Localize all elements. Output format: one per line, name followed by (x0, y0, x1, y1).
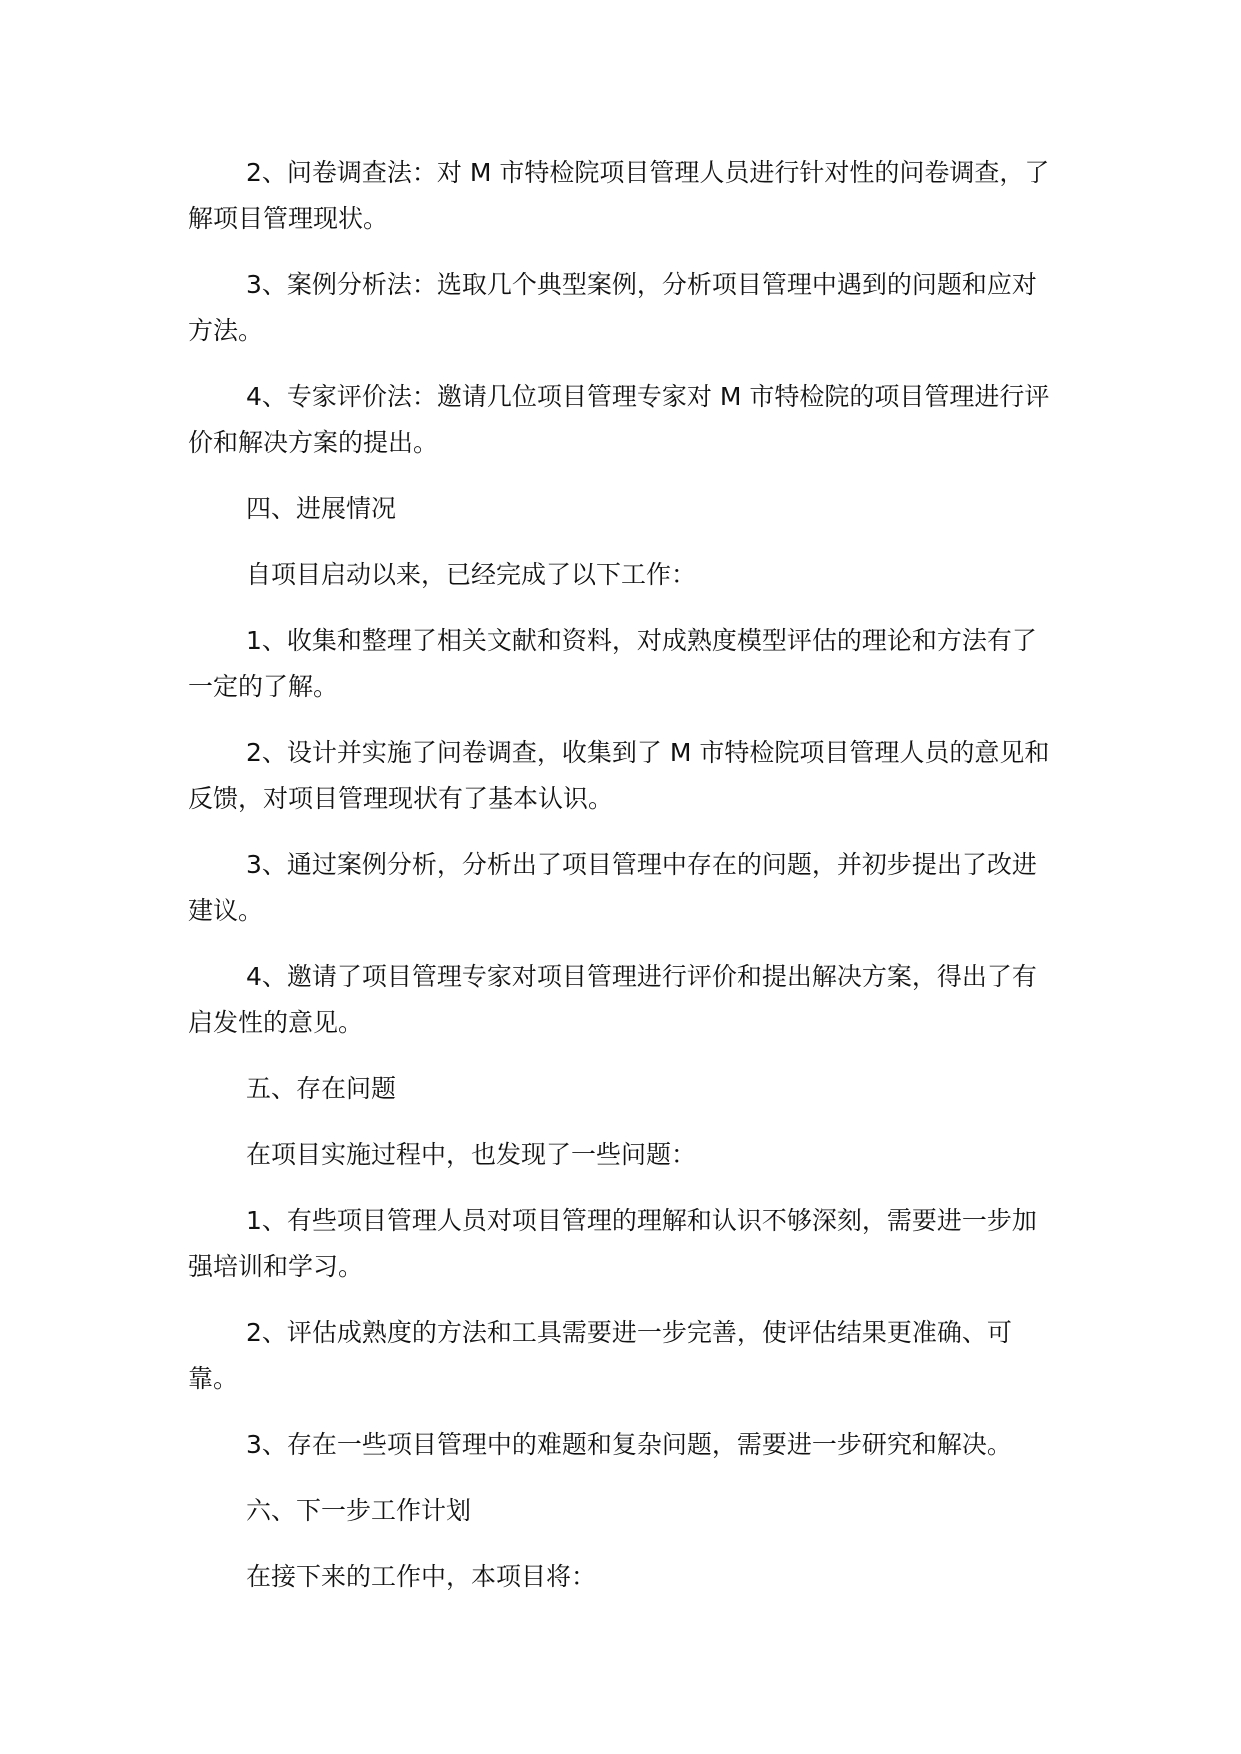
paragraph-problem-2: 2、评估成熟度的方法和工具需要进一步完善，使评估结果更准确、可靠。 (188, 1318, 1012, 1393)
paragraph-problem-3: 3、存在一些项目管理中的难题和复杂问题，需要进一步研究和解决。 (246, 1430, 1012, 1459)
section-heading-progress: 四、进展情况 (246, 494, 397, 523)
document-body (188, 150, 1058, 1620)
paragraph-progress-4: 4、邀请了项目管理专家对项目管理进行评价和提出解决方案，得出了有启发性的意见。 (188, 962, 1037, 1037)
paragraph-method-case-analysis: 3、案例分析法：选取几个典型案例，分析项目管理中遇到的问题和应对方法。 (188, 270, 1037, 345)
paragraph-progress-3: 3、通过案例分析，分析出了项目管理中存在的问题，并初步提出了改进建议。 (188, 850, 1037, 925)
section-heading-next-steps: 六、下一步工作计划 (246, 1496, 472, 1525)
paragraph-next-steps-intro: 在接下来的工作中，本项目将： (246, 1562, 597, 1591)
paragraph-method-questionnaire: 2、问卷调查法：对 M 市特检院项目管理人员进行针对性的问卷调查，了解项目管理现状。 (188, 158, 1050, 233)
paragraph-method-expert-evaluation: 4、专家评价法：邀请几位项目管理专家对 M 市特检院的项目管理进行评价和解决方案的提出。 (188, 382, 1050, 457)
paragraph-progress-1: 1、收集和整理了相关文献和资料，对成熟度模型评估的理论和方法有了一定的了解。 (188, 626, 1037, 701)
paragraph-progress-intro: 自项目启动以来，已经完成了以下工作： (246, 560, 697, 589)
paragraph-problems-intro: 在项目实施过程中，也发现了一些问题： (246, 1140, 697, 1169)
section-heading-problems: 五、存在问题 (246, 1074, 397, 1103)
paragraph-progress-2: 2、设计并实施了问卷调查，收集到了 M 市特检院项目管理人员的意见和反馈，对项目管理现状有了基本认识。 (188, 738, 1050, 813)
paragraph-problem-1: 1、有些项目管理人员对项目管理的理解和认识不够深刻，需要进一步加强培训和学习。 (188, 1206, 1037, 1281)
